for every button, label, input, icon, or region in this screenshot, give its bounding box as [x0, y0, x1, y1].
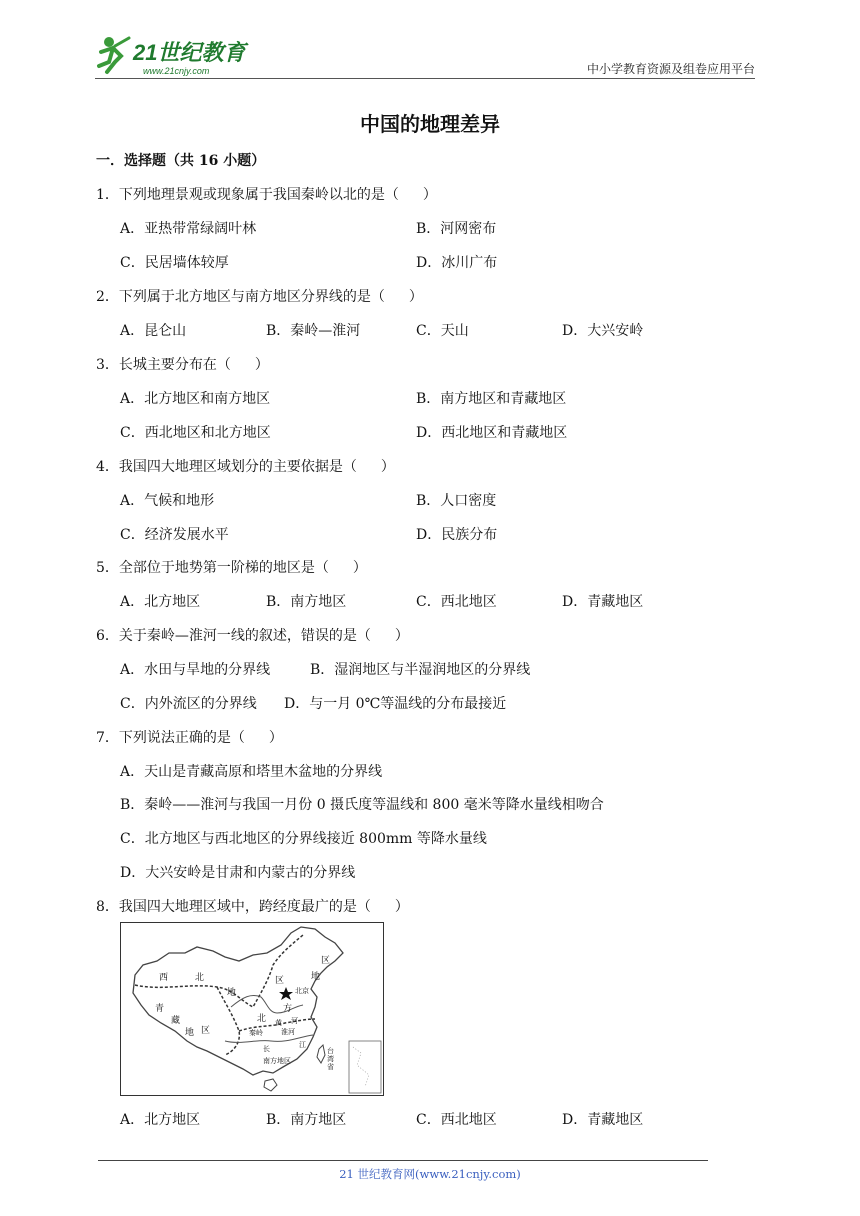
map-label: 方: [283, 1004, 293, 1014]
map-label: 区: [201, 1026, 211, 1036]
map-drawing: [121, 923, 383, 1095]
map-label: 黄: [275, 1019, 282, 1027]
map-label: 北: [257, 1014, 267, 1024]
map-label: 江: [299, 1041, 306, 1049]
northwest-boundary: [135, 935, 303, 1007]
option[interactable]: B．南方地区: [266, 1112, 347, 1128]
option[interactable]: B．人口密度: [416, 493, 497, 509]
logo-text: 21世纪教育: [133, 40, 246, 65]
option[interactable]: B．南方地区: [266, 594, 347, 610]
question-stem: 8．我国四大地理区域中，跨经度最广的是（ ）: [96, 899, 409, 915]
option[interactable]: B．河网密布: [416, 221, 497, 237]
question-stem: 4．我国四大地理区域划分的主要依据是（ ）: [96, 459, 395, 475]
question-stem: 7．下列说法正确的是（ ）: [96, 730, 283, 746]
option[interactable]: A．亚热带常绿阔叶林: [120, 221, 257, 237]
map-label: 地: [227, 988, 237, 998]
option[interactable]: D．与一月 0℃等温线的分布最接近: [284, 696, 507, 712]
page-header: [95, 30, 755, 80]
question-stem: 5．全部位于地势第一阶梯的地区是（ ）: [96, 560, 367, 576]
footer-divider: [98, 1160, 708, 1161]
option[interactable]: B．秦岭—淮河: [266, 323, 361, 339]
map-label: 藏: [171, 1016, 181, 1026]
logo: [95, 32, 265, 78]
platform-name: 中小学教育资源及组卷应用平台: [586, 62, 755, 76]
section-heading: 一．选择题（共 16 小题）: [96, 153, 266, 169]
yellow-river: [231, 995, 303, 1013]
taiwan-island: [317, 1045, 325, 1063]
page-title: 中国的地理差异: [360, 112, 500, 136]
option[interactable]: D．青藏地区: [562, 594, 644, 610]
option[interactable]: D．青藏地区: [562, 1112, 644, 1128]
map-label: 北: [195, 973, 205, 983]
logo-url: www.21cnjy.com: [143, 66, 210, 76]
map-label: 青: [155, 1004, 165, 1014]
map-label: 淮河: [281, 1028, 295, 1036]
option[interactable]: C．经济发展水平: [120, 527, 229, 543]
map-label: 区: [275, 976, 285, 986]
option[interactable]: A．北方地区: [120, 594, 201, 610]
option[interactable]: B．秦岭——淮河与我国一月份 0 摄氏度等温线和 800 毫米等降水量线相吻合: [120, 797, 604, 813]
option[interactable]: B．南方地区和青藏地区: [416, 391, 567, 407]
option[interactable]: C．民居墙体较厚: [120, 255, 229, 271]
map-label: 西: [159, 973, 169, 983]
option[interactable]: C．北方地区与西北地区的分界线接近 800mm 等降水量线: [120, 831, 487, 847]
option[interactable]: A．天山是青藏高原和塔里木盆地的分界线: [120, 764, 383, 780]
beijing-star: [279, 987, 293, 1000]
option[interactable]: C．天山: [416, 323, 469, 339]
question-stem: 6．关于秦岭—淮河一线的叙述，错误的是（ ）: [96, 628, 409, 644]
option[interactable]: A．水田与旱地的分界线: [120, 662, 271, 678]
option[interactable]: D．冰川广布: [416, 255, 498, 271]
map-label: 省: [327, 1063, 334, 1071]
question-stem: 2．下列属于北方地区与南方地区分界线的是（ ）: [96, 289, 423, 305]
option[interactable]: A．北方地区和南方地区: [120, 391, 271, 407]
option[interactable]: D．民族分布: [416, 527, 498, 543]
option[interactable]: C．西北地区: [416, 594, 497, 610]
option[interactable]: A．气候和地形: [120, 493, 215, 509]
map-label: 长: [263, 1045, 270, 1053]
map-label: 北京: [295, 987, 309, 995]
option[interactable]: C．内外流区的分界线: [120, 696, 257, 712]
option[interactable]: B．湿润地区与半湿润地区的分界线: [310, 662, 531, 678]
option[interactable]: C．西北地区: [416, 1112, 497, 1128]
map-label: 秦岭: [249, 1029, 263, 1037]
option[interactable]: A．昆仑山: [120, 323, 187, 339]
china-outline: [133, 927, 343, 1075]
option[interactable]: A．北方地区: [120, 1112, 201, 1128]
option[interactable]: D．西北地区和青藏地区: [416, 425, 568, 441]
map-label: 地: [311, 972, 321, 982]
south-china-sea-inset: [349, 1041, 381, 1093]
question-stem: 1．下列地理景观或现象属于我国秦岭以北的是（ ）: [96, 187, 437, 203]
map-label: 河: [291, 1017, 298, 1025]
map-label: 台: [327, 1047, 334, 1055]
china-regions-map: [120, 922, 384, 1096]
option[interactable]: D．大兴安岭是甘肃和内蒙古的分界线: [120, 865, 356, 881]
option[interactable]: D．大兴安岭: [562, 323, 644, 339]
option[interactable]: C．西北地区和北方地区: [120, 425, 271, 441]
map-label: 地: [185, 1028, 195, 1038]
header-divider: [95, 78, 755, 79]
map-label: 区: [321, 956, 331, 966]
footer-link[interactable]: 21 世纪教育网(www.21cnjy.com): [339, 1167, 521, 1181]
hainan-island: [264, 1079, 277, 1091]
map-label: 湾: [327, 1055, 334, 1063]
question-stem: 3．长城主要分布在（ ）: [96, 357, 269, 373]
map-label: 南方地区: [263, 1057, 291, 1065]
